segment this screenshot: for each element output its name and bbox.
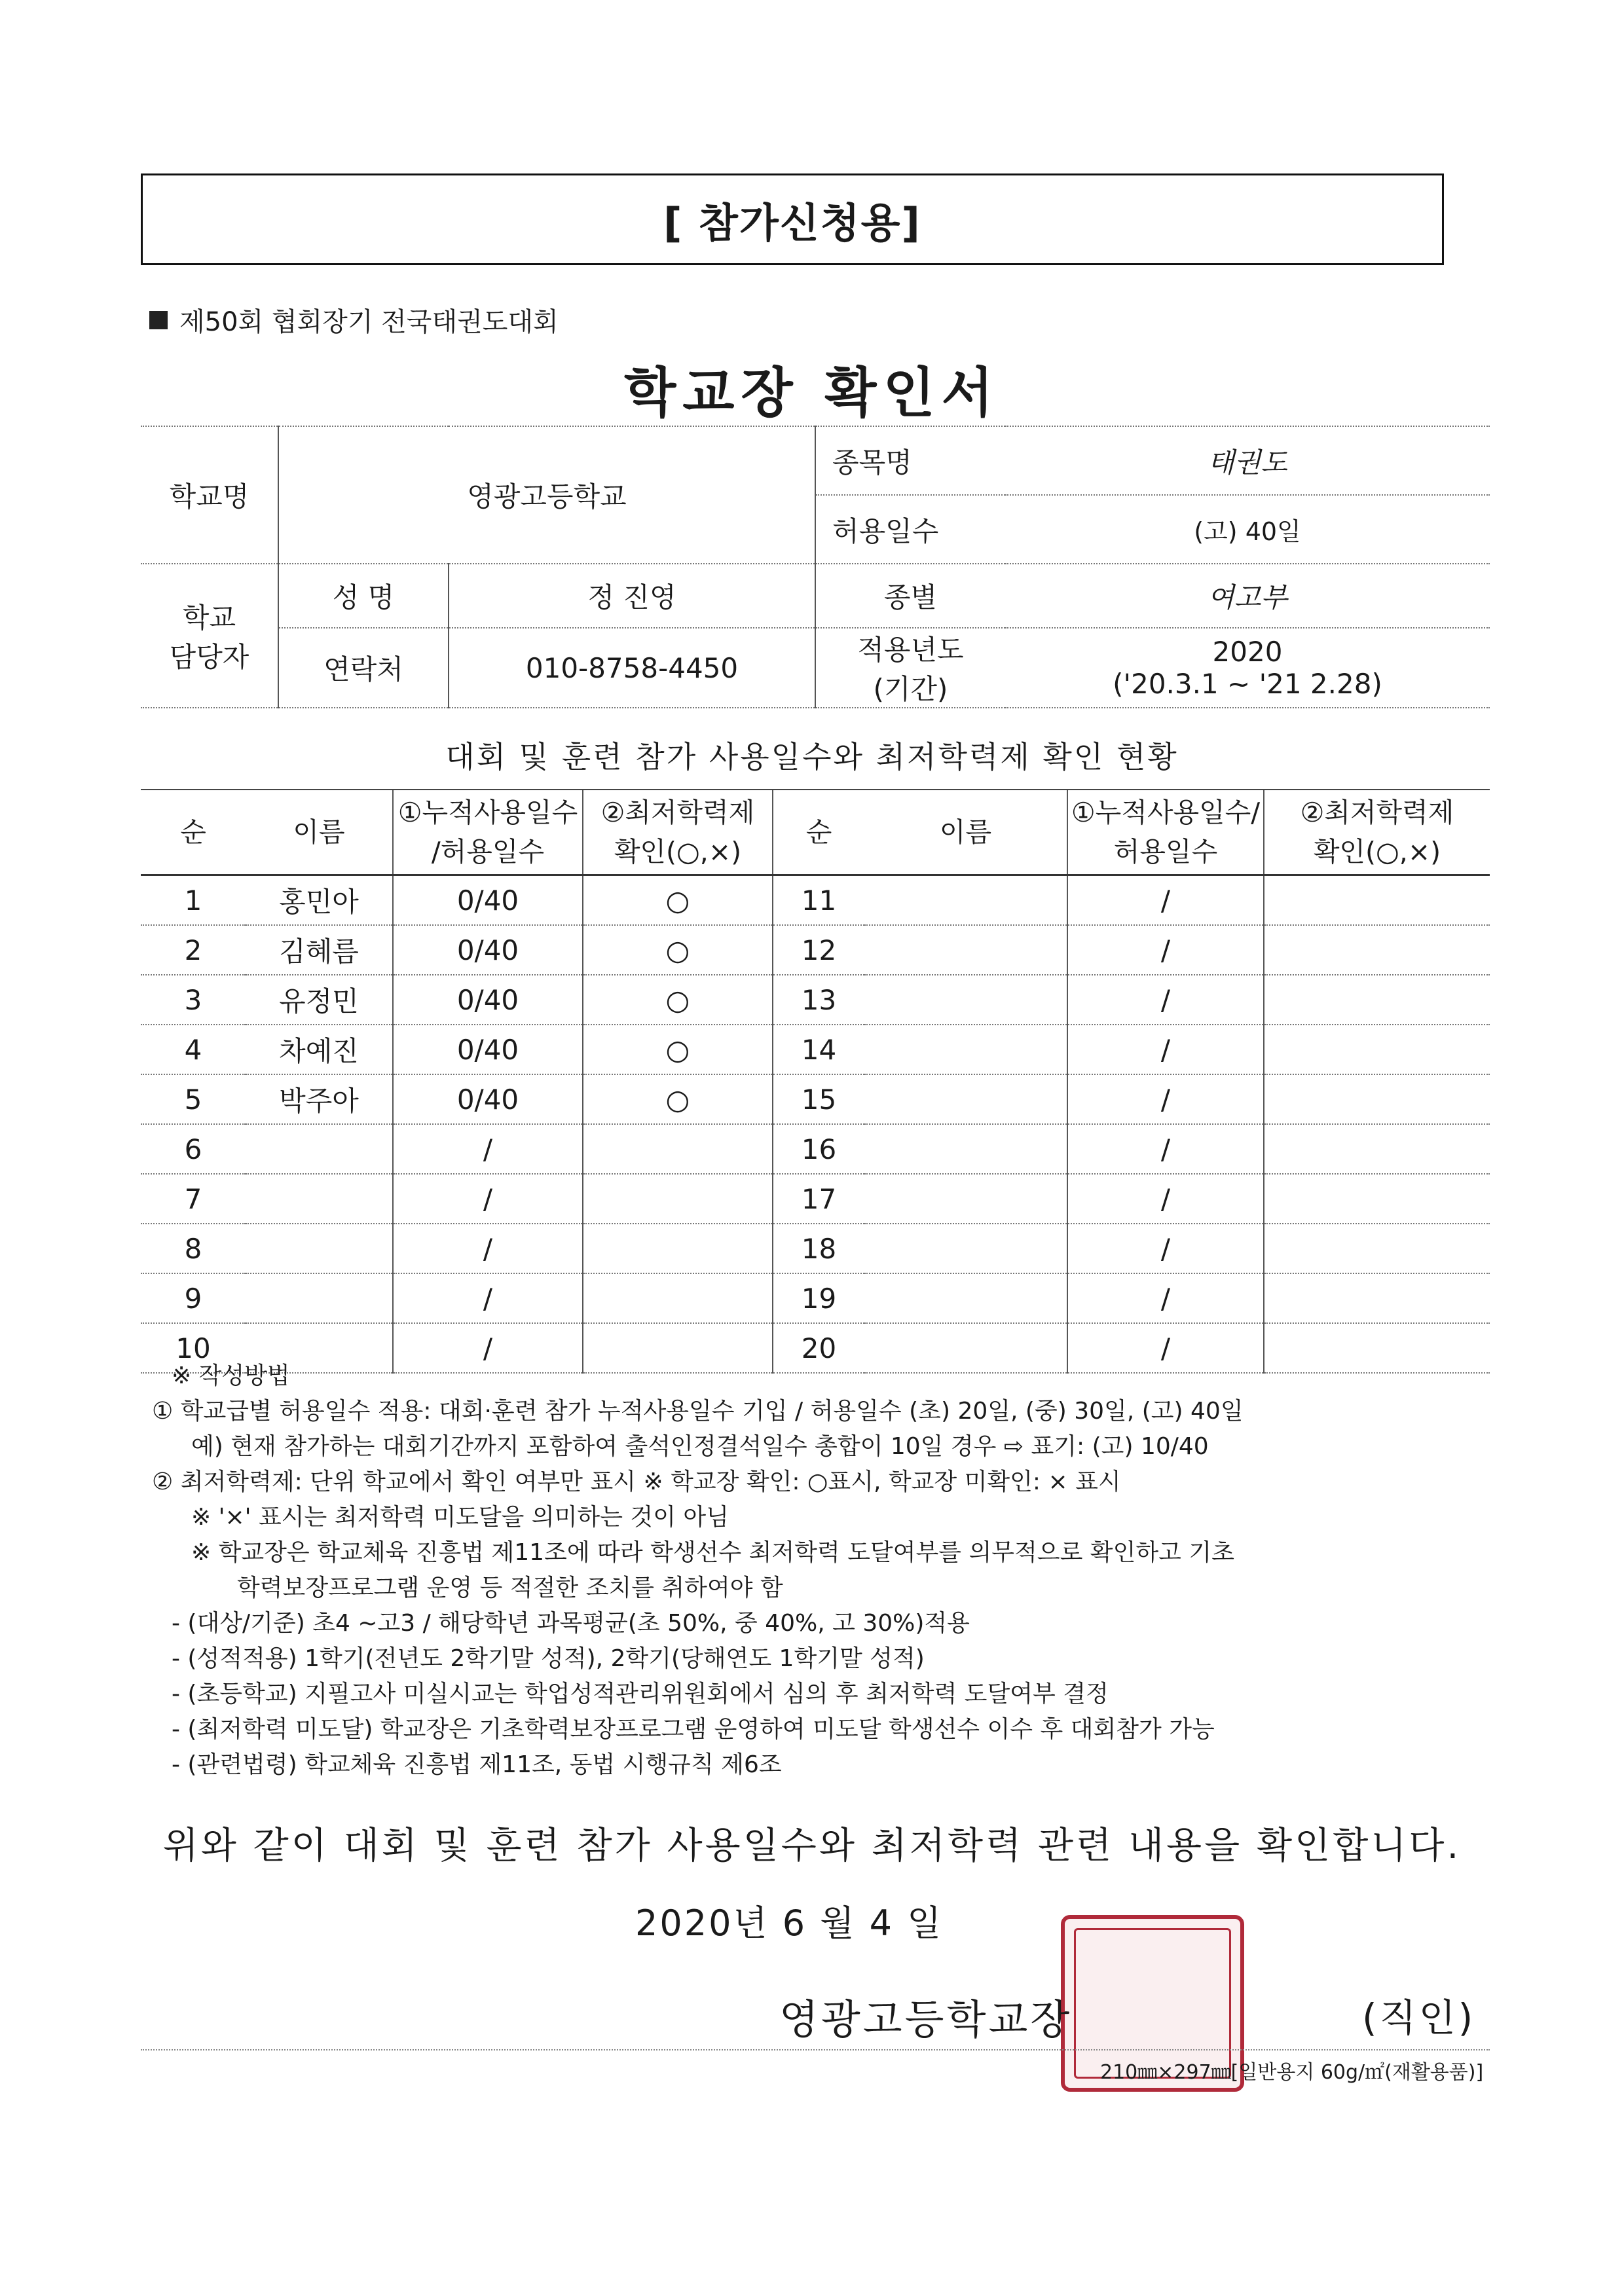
grade-check: ○	[583, 975, 773, 1025]
student-name	[246, 1174, 393, 1224]
table-row	[141, 1273, 1490, 1323]
usage-days-right: /	[1067, 1025, 1264, 1074]
school-name: 영광고등학교	[278, 426, 815, 564]
person-label-line2: 담당자	[169, 641, 249, 673]
document-title: 학교장 확인서	[624, 362, 1000, 424]
note-line: 예) 현재 참가하는 대회기간까지 포함하여 출석인정결석일수 총합이 10일 경우 ⇨ 표기: (고) 10/40	[191, 1433, 1209, 1460]
usage-days-right: /	[1067, 1174, 1264, 1224]
row-number: 4	[141, 1025, 246, 1074]
student-name: 차예진	[246, 1025, 393, 1074]
grade-check: ○	[583, 925, 773, 975]
form-type-box	[141, 173, 1444, 265]
header-no-right: 순	[773, 790, 864, 875]
row-number: 10	[141, 1323, 246, 1373]
name-value: 정 진영	[449, 564, 815, 628]
grade-check	[583, 1174, 773, 1224]
grade-check-right	[1264, 1174, 1490, 1224]
row-number-right: 13	[773, 975, 864, 1025]
student-name-right	[864, 1025, 1067, 1074]
row-number-right: 12	[773, 925, 864, 975]
competition-name: 제50회 협회장기 전국태권도대회	[179, 307, 559, 337]
contact-value: 010-8758-4450	[449, 628, 815, 708]
student-name: 홍민아	[246, 875, 393, 926]
student-name-right	[864, 1224, 1067, 1273]
note-line: - (관련법령) 학교체육 진흥법 제11조, 동법 시행규칙 제6조	[172, 1751, 782, 1778]
note-line: 학력보장프로그램 운영 등 적절한 조치를 취하여야 함	[237, 1575, 783, 1601]
header-no: 순	[141, 790, 246, 875]
square-bullet-icon	[149, 311, 168, 329]
usage-days-right: /	[1067, 1074, 1264, 1124]
student-name	[246, 1224, 393, 1273]
competition-line	[149, 301, 559, 338]
row-number-right: 15	[773, 1074, 864, 1124]
form-type-title: [ 참가신청용]	[663, 198, 921, 247]
table-row	[141, 1174, 1490, 1224]
grade-check-right	[1264, 1074, 1490, 1124]
note-line: ① 학교급별 허용일수 적용: 대회·훈련 참가 누적사용일수 기입 / 허용일수 (초) 20일, (중) 30일, (고) 40일	[152, 1398, 1244, 1425]
student-name-right	[864, 975, 1067, 1025]
row-number: 6	[141, 1124, 246, 1174]
table-row	[141, 875, 1490, 926]
note-line: - (최저학력 미도달) 학교장은 기초학력보장프로그램 운영하여 미도달 학생선수 이수 후 대회참가 가능	[172, 1716, 1215, 1743]
principal-signature: 영광고등학교장	[779, 1995, 1073, 2043]
year-label-line2: (기간)	[873, 673, 948, 705]
section-title: 대회 및 훈련 참가 사용일수와 최저학력제 확인 현황	[445, 739, 1179, 774]
grade-check-right	[1264, 875, 1490, 926]
usage-days-right: /	[1067, 925, 1264, 975]
usage-days-right: /	[1067, 1224, 1264, 1273]
header-grade-line2: 확인(○,×)	[614, 836, 742, 867]
row-number: 5	[141, 1074, 246, 1124]
row-number: 8	[141, 1224, 246, 1273]
row-number-right: 14	[773, 1025, 864, 1074]
student-name-right	[864, 1273, 1067, 1323]
header-usage-right-line2: 허용일수	[1113, 836, 1218, 867]
row-number-right: 16	[773, 1124, 864, 1174]
grade-check-right	[1264, 925, 1490, 975]
header-usage-line1: ①누적사용일수	[397, 797, 578, 828]
usage-days: /	[393, 1174, 583, 1224]
issue-date: 2020년 6 월 4 일	[635, 1903, 944, 1944]
usage-days: /	[393, 1124, 583, 1174]
header-usage-right	[1067, 790, 1264, 875]
school-label: 학교명	[141, 426, 278, 564]
note-line: - (성적적용) 1학기(전년도 2학기말 성적), 2학기(당해연도 1학기말 성적)	[172, 1645, 925, 1672]
usage-days: /	[393, 1273, 583, 1323]
student-name-right	[864, 1074, 1067, 1124]
paper-spec: 210㎜×297㎜[일반용지 60g/㎡(재활용품)]	[1100, 2061, 1484, 2084]
grade-check-right	[1264, 1224, 1490, 1273]
event-value: 태권도	[1005, 426, 1490, 495]
person-label	[141, 564, 278, 708]
student-name-right	[864, 875, 1067, 926]
period-value: ('20.3.1 ~ '21 2.28)	[1113, 668, 1382, 700]
grade-check-right	[1264, 1124, 1490, 1174]
note-line: - (초등학교) 지필고사 미실시교는 학업성적관리위원회에서 심의 후 최저학력 도달여부 결정	[172, 1681, 1109, 1707]
year-label-line1: 적용년도	[857, 634, 964, 666]
grade-check	[583, 1273, 773, 1323]
header-name: 이름	[246, 790, 393, 875]
note-line: ② 최저학력제: 단위 학교에서 확인 여부만 표시 ※ 학교장 확인: ○표시, 학교장 미확인: × 표시	[152, 1468, 1121, 1495]
student-name-right	[864, 925, 1067, 975]
grade-check-right	[1264, 1273, 1490, 1323]
student-name: 유정민	[246, 975, 393, 1025]
row-number-right: 19	[773, 1273, 864, 1323]
year-label	[815, 628, 1005, 708]
note-line: ※ 작성방법	[172, 1362, 290, 1389]
grade-check: ○	[583, 1025, 773, 1074]
event-label: 종목명	[815, 426, 1005, 495]
table-row	[141, 925, 1490, 975]
grade-check	[583, 1124, 773, 1174]
student-name	[246, 1273, 393, 1323]
usage-days: 0/40	[393, 1025, 583, 1074]
note-line: - (대상/기준) 초4 ~고3 / 해당학년 과목평균(초 50%, 중 40%, 고 30%)적용	[172, 1610, 970, 1637]
grade-check-right	[1264, 1025, 1490, 1074]
grade-check	[583, 1224, 773, 1273]
student-name	[246, 1124, 393, 1174]
usage-days: /	[393, 1323, 583, 1373]
grade-check-right	[1264, 975, 1490, 1025]
allowed-days-value: (고) 40일	[1005, 495, 1490, 564]
table-row	[141, 1074, 1490, 1124]
row-number-right: 18	[773, 1224, 864, 1273]
student-name: 박주아	[246, 1074, 393, 1124]
note-line: ※ 학교장은 학교체육 진흥법 제11조에 따라 학생선수 최저학력 도달여부를 의무적으로 확인하고 기초	[191, 1539, 1234, 1566]
usage-days: 0/40	[393, 875, 583, 926]
contact-label: 연락처	[278, 628, 449, 708]
year-value: 2020	[1212, 636, 1283, 668]
usage-days-right: /	[1067, 875, 1264, 926]
year-cell	[1005, 628, 1490, 708]
usage-days: 0/40	[393, 1074, 583, 1124]
usage-days-right: /	[1067, 975, 1264, 1025]
school-info-table	[141, 426, 1490, 708]
seal-label: (직인)	[1362, 1995, 1476, 2040]
row-number: 3	[141, 975, 246, 1025]
allowed-days-label: 허용일수	[815, 495, 1005, 564]
row-number: 7	[141, 1174, 246, 1224]
table-row	[141, 1124, 1490, 1174]
header-grade-right-line2: 확인(○,×)	[1313, 836, 1441, 867]
usage-days-right: /	[1067, 1124, 1264, 1174]
header-grade-line1: ②최저학력제	[600, 797, 755, 828]
header-grade-right-line1: ②최저학력제	[1300, 797, 1454, 828]
table-row	[141, 1025, 1490, 1074]
header-grade	[583, 790, 773, 875]
row-number-right: 20	[773, 1323, 864, 1373]
table-row	[141, 975, 1490, 1025]
student-name: 김혜름	[246, 925, 393, 975]
table-row	[141, 1224, 1490, 1273]
student-name-right	[864, 1174, 1067, 1224]
footer-divider	[141, 2049, 1490, 2050]
note-line: ※ '×' 표시는 최저학력 미도달을 의미하는 것이 아님	[191, 1504, 729, 1531]
confirmation-statement: 위와 같이 대회 및 훈련 참가 사용일수와 최저학력 관련 내용을 확인합니다.	[162, 1825, 1462, 1867]
header-usage-line2: /허용일수	[431, 836, 545, 867]
row-number-right: 11	[773, 875, 864, 926]
category-label: 종별	[815, 564, 1005, 628]
header-grade-right	[1264, 790, 1490, 875]
category-value: 여고부	[1005, 564, 1490, 628]
usage-table	[141, 789, 1490, 1374]
name-label: 성 명	[278, 564, 449, 628]
person-label-line1: 학교	[182, 602, 236, 634]
usage-days-right: /	[1067, 1273, 1264, 1323]
student-name-right	[864, 1124, 1067, 1174]
header-name-right: 이름	[864, 790, 1067, 875]
notes	[152, 1358, 1494, 1783]
usage-days: /	[393, 1224, 583, 1273]
row-number: 2	[141, 925, 246, 975]
usage-days-right: /	[1067, 1323, 1264, 1373]
grade-check: ○	[583, 875, 773, 926]
row-number: 1	[141, 875, 246, 926]
usage-days: 0/40	[393, 975, 583, 1025]
row-number: 9	[141, 1273, 246, 1323]
usage-days: 0/40	[393, 925, 583, 975]
grade-check: ○	[583, 1074, 773, 1124]
row-number-right: 17	[773, 1174, 864, 1224]
header-usage-right-line1: ①누적사용일수/	[1071, 797, 1261, 828]
header-usage	[393, 790, 583, 875]
